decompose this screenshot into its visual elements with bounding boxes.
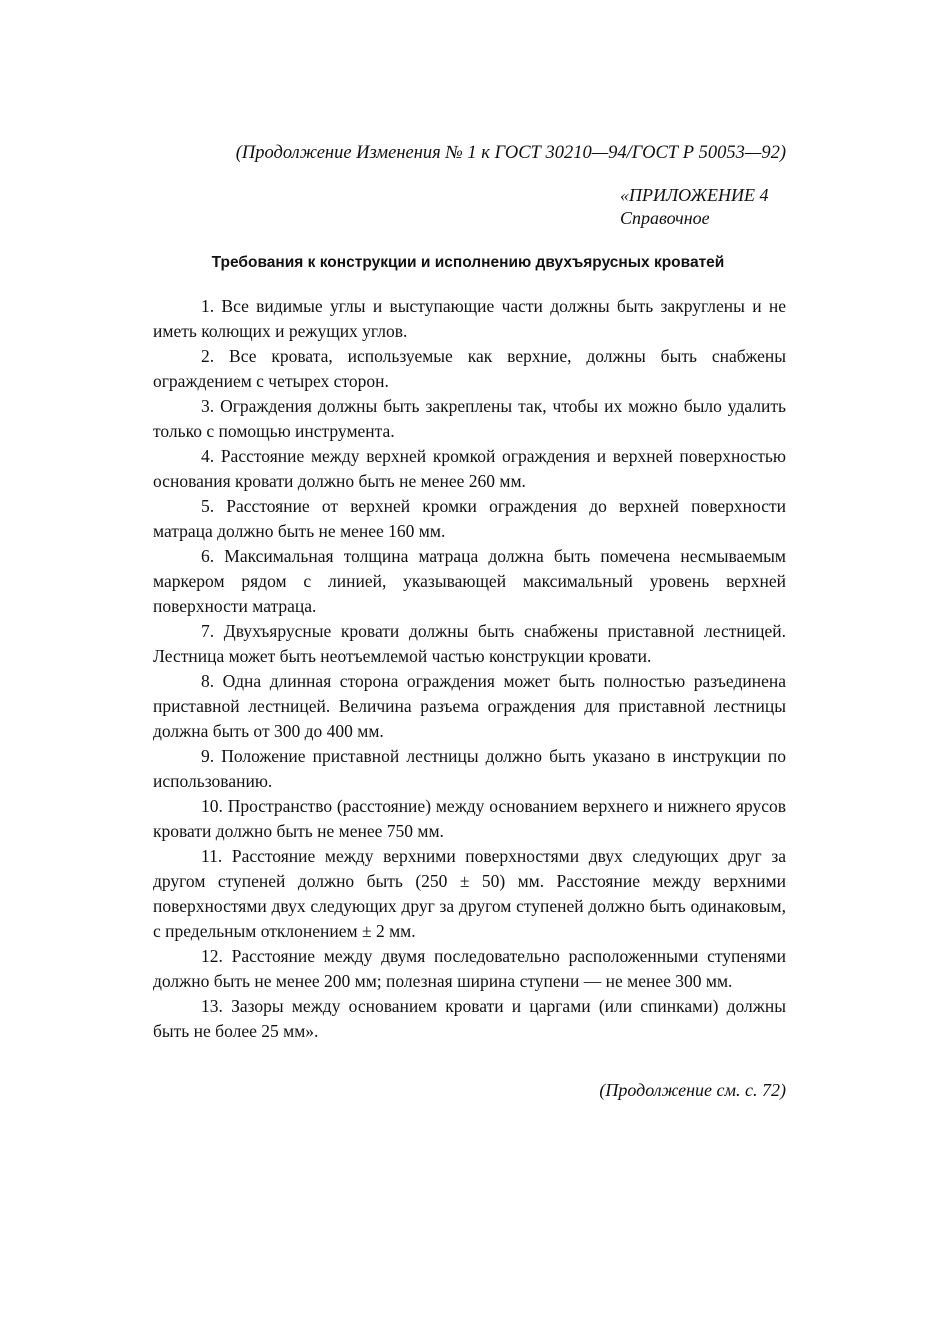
requirement-item-5: 5. Расстояние от верхней кромки ограждения до верхней поверхности матраца должно быть не менее 160 мм. bbox=[153, 496, 786, 541]
requirement-item-9: 9. Положение приставной лестницы должно быть указано в инструкции по использованию. bbox=[153, 746, 786, 791]
section-title: Требования к конструкции и исполнению двухъярусных кроватей bbox=[211, 254, 725, 271]
requirement-item-6: 6. Максимальная толщина матраца должна быть помечена несмываемым маркером рядом с линией, указывающей максимальный уровень верхней поверхности матраца. bbox=[153, 546, 786, 616]
requirement-item-4: 4. Расстояние между верхней кромкой ограждения и верхней поверхностью основания кровати должно быть не менее 260 мм. bbox=[153, 446, 786, 491]
requirement-item-12: 12. Расстояние между двумя последовательно расположенными ступенями должно быть не менее 200 мм; полезная ширина ступени — не менее 300 мм. bbox=[153, 946, 786, 991]
requirement-item-2: 2. Все кровата, используемые как верхние, должны быть снабжены ограждением с четырех сторон. bbox=[153, 346, 786, 391]
requirements-list bbox=[153, 294, 786, 1044]
requirement-item-13: 13. Зазоры между основанием кровати и царгами (или спинками) должны быть не более 25 мм». bbox=[153, 996, 786, 1041]
requirement-item-11: 11. Расстояние между верхними поверхностями двух следующих друг за другом ступеней должно быть (250 ± 50) мм. Расстояние между верхними поверхностями двух следующих друг за другом ступеней должно быть одинаковым, с предельным отклонением ± 2 мм. bbox=[153, 846, 786, 941]
requirement-item-3: 3. Ограждения должны быть закреплены так, чтобы их можно было удалить только с помощью инструмента. bbox=[153, 396, 786, 441]
appendix-type: Справочное bbox=[620, 208, 710, 228]
requirement-item-8: 8. Одна длинная сторона ограждения может быть полностью разъединена приставной лестницей. Величина разъема ограждения для приставной лестницы должна быть от 300 до 400 мм. bbox=[153, 671, 786, 741]
requirement-item-7: 7. Двухъярусные кровати должны быть снабжены приставной лестницей. Лестница может быть неотъемлемой частью конструкции кровати. bbox=[153, 621, 786, 666]
continuation-footer: (Продолжение см. с. 72) bbox=[599, 1080, 786, 1100]
appendix-label: «ПРИЛОЖЕНИЕ 4 bbox=[620, 185, 769, 205]
requirement-item-10: 10. Пространство (расстояние) между основанием верхнего и нижнего ярусов кровати должно быть не менее 750 мм. bbox=[153, 796, 786, 841]
requirement-item-1: 1. Все видимые углы и выступающие части должны быть закруглены и не иметь колющих и режущих углов. bbox=[153, 296, 786, 341]
appendix-block bbox=[620, 184, 768, 230]
continuation-header: (Продолжение Изменения № 1 к ГОСТ 30210—94/ГОСТ Р 50053—92) bbox=[235, 143, 786, 163]
